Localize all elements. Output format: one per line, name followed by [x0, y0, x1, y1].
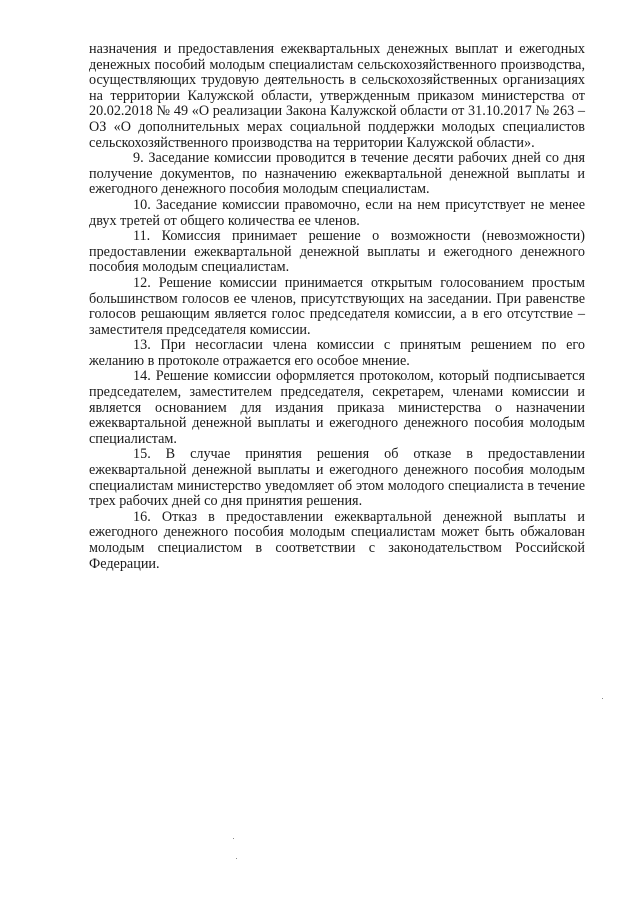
document-body [89, 42, 585, 572]
paragraph-9: 9. Заседание комиссии проводится в течение десяти рабочих дней со дня получение документов, по назначению ежеквартальной денежной выплаты и ежегодного денежного пособия молодым специалистам. [89, 150, 585, 198]
scan-speck [602, 698, 603, 699]
paragraph-16: 16. Отказ в предоставлении ежеквартальной денежной выплаты и ежегодного денежного пособия молодым специалистам может быть обжалован молодым специалистом в соответствии с законодательством Российской Федерации. [89, 508, 585, 572]
scan-speck [236, 858, 237, 859]
paragraph-10: 10. Заседание комиссии правомочно, если на нем присутствует не менее двух третей от общего количества ее членов. [89, 196, 585, 229]
paragraph-11: 11. Комиссия принимает решение о возможности (невозможности) предоставлении ежеквартальной денежной выплаты и ежегодного денежного пособия молодым специалистам. [89, 228, 585, 276]
scan-speck [233, 838, 234, 839]
paragraph-continuation: назначения и предоставления ежеквартальных денежных выплат и ежегодных денежных пособий молодым специалистам сельскохозяйственного производства, осуществляющих трудовую деятельность в сельскохозяйственных организациях на территории Калужской области, утвержденным приказом министерства от 20.02.2018 № 49 «О реализации Закона Калужской области от 31.10.2017 № 263 – ОЗ «О дополнительных мерах социальной поддержки молодых специалистов сельскохозяйственного производства на территории Калужской области». [89, 41, 585, 151]
paragraph-13: 13. При несогласии члена комиссии с принятым решением по его желанию в протоколе отражается его особое мнение. [89, 337, 585, 369]
paragraph-15: 15. В случае принятия решения об отказе в предоставлении ежеквартальной денежной выплаты и ежегодного денежного пособия молодым специалистам министерство уведомляет об этом молодого специалиста в течение трех рабочих дней со дня принятия решения. [89, 446, 585, 510]
paragraph-14: 14. Решение комиссии оформляется протоколом, который подписывается председателем, заместителем председателя, секретарем, членами комиссии и является основанием для издания приказа министерства о назначении ежеквартальной денежной выплаты и ежегодного денежного пособия молодым специалистам. [89, 368, 585, 447]
paragraph-12: 12. Решение комиссии принимается открытым голосованием простым большинством голосов ее членов, присутствующих на заседании. При равенстве голосов решающим является голос председателя комиссии, а в его отсутствие – заместителя председателя комиссии. [89, 274, 585, 338]
